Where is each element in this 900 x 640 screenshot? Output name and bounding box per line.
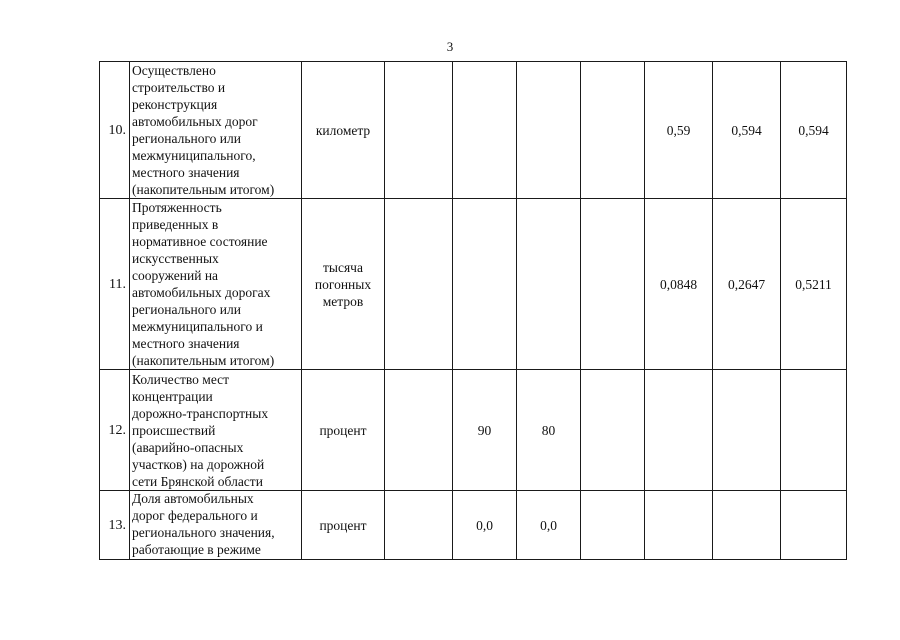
value-cell	[385, 62, 453, 199]
indicator-name	[130, 370, 302, 491]
unit-cell	[302, 491, 385, 560]
row-number: 13.	[100, 491, 130, 560]
table-row	[100, 62, 847, 199]
value-cell	[385, 199, 453, 370]
unit-cell	[302, 62, 385, 199]
page-number: 3	[446, 39, 454, 54]
value-cell: 0,0848	[645, 199, 713, 370]
value-cell: 0,0	[517, 491, 581, 560]
indicator-name-text: Количество мест концентрации дорожно-транспортных происшествий (аварийно-опасных участков) на дорожной сети Брянской области	[132, 371, 269, 489]
row-number: 12.	[100, 370, 130, 491]
table-row	[100, 199, 847, 370]
value-cell	[713, 370, 781, 491]
value-cell	[581, 199, 645, 370]
value-cell	[581, 491, 645, 560]
unit-text: тысяча погонных метров	[314, 259, 372, 309]
row-number: 11.	[100, 199, 130, 370]
value-cell: 0,2647	[713, 199, 781, 370]
indicators-table	[99, 61, 847, 560]
value-cell: 0,594	[713, 62, 781, 199]
value-cell	[581, 370, 645, 491]
value-cell	[453, 62, 517, 199]
indicator-name-text: Протяженность приведенных в нормативное состояние искусственных сооружений на автомобильных дорогах регионального или межмуниципального и местного значения (накопительным итогом)	[132, 200, 275, 368]
unit-cell	[302, 370, 385, 491]
value-cell: 0,0	[453, 491, 517, 560]
unit-text: процент	[319, 517, 367, 533]
value-cell	[645, 491, 713, 560]
indicator-name	[130, 491, 302, 560]
value-cell	[781, 491, 847, 560]
row-number: 10.	[100, 62, 130, 199]
value-cell: 0,594	[781, 62, 847, 199]
table-row	[100, 370, 847, 491]
value-cell: 80	[517, 370, 581, 491]
value-cell	[517, 199, 581, 370]
value-cell	[517, 62, 581, 199]
unit-text: километр	[315, 122, 371, 138]
value-cell: 90	[453, 370, 517, 491]
unit-text: процент	[319, 422, 367, 438]
indicator-name	[130, 199, 302, 370]
value-cell: 0,5211	[781, 199, 847, 370]
value-cell	[713, 491, 781, 560]
value-cell	[385, 491, 453, 560]
unit-cell	[302, 199, 385, 370]
value-cell	[453, 199, 517, 370]
indicator-name-text: Осуществлено строительство и реконструкция автомобильных дорог регионального или межмуниципального, местного значения (накопительным итогом)	[132, 63, 275, 197]
value-cell	[645, 370, 713, 491]
value-cell: 0,59	[645, 62, 713, 199]
table-row	[100, 491, 847, 560]
value-cell	[385, 370, 453, 491]
value-cell	[581, 62, 645, 199]
value-cell	[781, 370, 847, 491]
indicator-name	[130, 62, 302, 199]
indicator-name-text: Доля автомобильных дорог федерального и регионального значения, работающие в режиме	[132, 491, 275, 557]
